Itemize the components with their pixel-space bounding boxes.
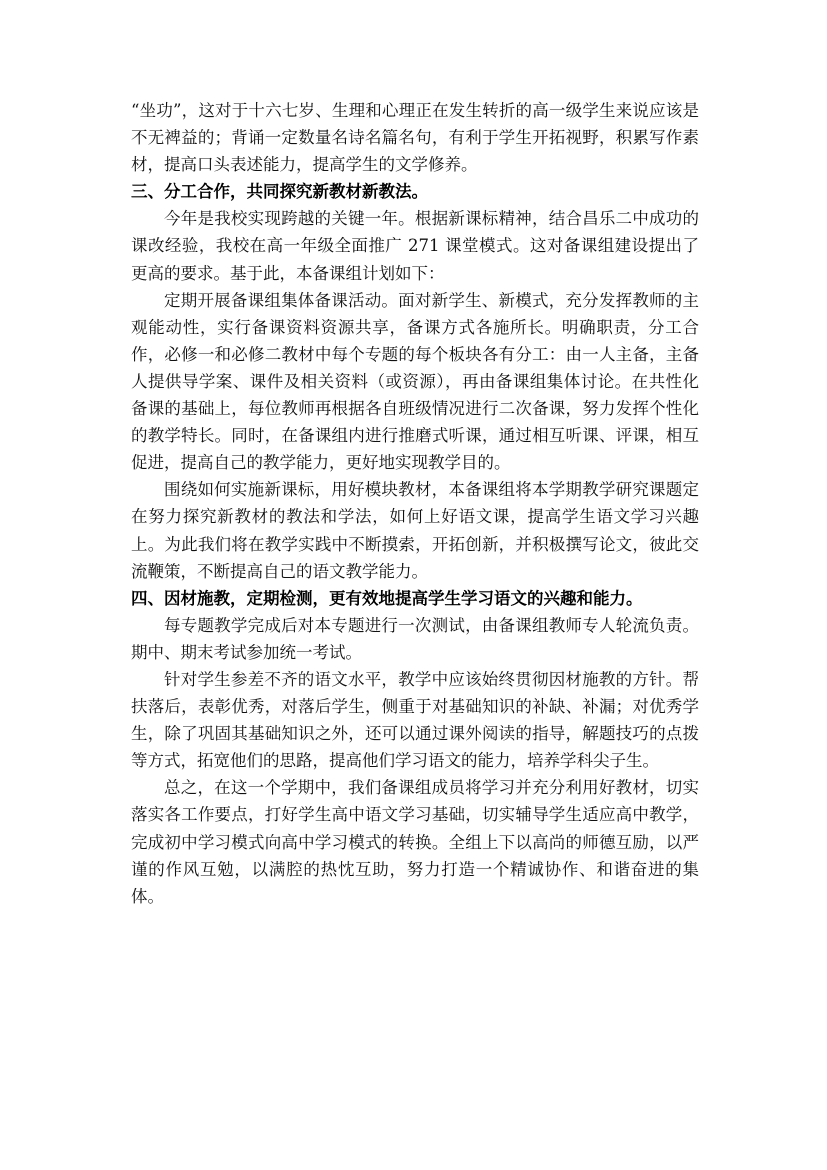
section-heading-3: 三、分工合作，共同探究新教材新教法。 [131, 182, 428, 202]
paragraph: “坐功”，这对于十六七岁、生理和心理正在发生转折的高一级学生来说应该是不无裨益的；背诵一定数量名诗名篇名句，有利于学生开拓视野，积累写作素材，提高口头表述能力，提高学生的文学修养。 [131, 101, 699, 175]
section-heading-4: 四、因材施教，定期检测，更有效地提高学生学习语文的兴趣和能力。 [131, 588, 643, 608]
paragraph: 定期开展备课组集体备课活动。面对新学生、新模式，充分发挥教师的主观能动性，实行备课资料资源共享，备课方式各施所长。明确职责，分工合作，必修一和必修二教材中每个专题的每个板块各有分工：由一人主备，主备人提供导学案、课件及相关资料（或资源），再由备课组集体讨论。在共性化备课的基础上，每位教师再根据各自班级情况进行二次备课，努力发挥个性化的教学特长。同时，在备课组内进行推磨式听课，通过相互听课、评课，相互促进，提高自己的教学能力，更好地实现教学目的。 [131, 290, 699, 473]
paragraph: 针对学生参差不齐的语文水平，教学中应该始终贯彻因材施教的方针。帮扶落后，表彰优秀，对落后学生，侧重于对基础知识的补缺、补漏；对优秀学生，除了巩固其基础知识之外，还可以通过课外阅读的指导，解题技巧的点拨等方式，拓宽他们的思路，提高他们学习语文的能力，培养学科尖子生。 [131, 669, 699, 771]
document-body [131, 97, 699, 910]
paragraph: 围绕如何实施新课标，用好模块教材，本备课组将本学期教学研究课题定在努力探究新教材的教法和学法，如何上好语文课，提高学生语文学习兴趣上。为此我们将在教学实践中不断摸索，开拓创新，并积极撰写论文，彼此交流鞭策，不断提高自己的语文教学能力。 [131, 480, 699, 581]
paragraph: 总之，在这一个学期中，我们备课组成员将学习并充分利用好教材，切实落实各工作要点，打好学生高中语文学习基础，切实辅导学生适应高中教学，完成初中学习模式向高中学习模式的转换。全组上下以高尚的师德互励，以严谨的作风互勉，以满腔的热忱互助，努力打造一个精诚协作、和谐奋进的集体。 [131, 778, 699, 906]
paragraph: 今年是我校实现跨越的关键一年。根据新课标精神，结合昌乐二中成功的课改经验，我校在高一年级全面推广 271 课堂模式。这对备课组建设提出了更高的要求。基于此，本备课组计划如下： [131, 209, 699, 283]
paragraph: 每专题教学完成后对本专题进行一次测试，由备课组教师专人轮流负责。期中、期末考试参加统一考试。 [131, 615, 699, 662]
